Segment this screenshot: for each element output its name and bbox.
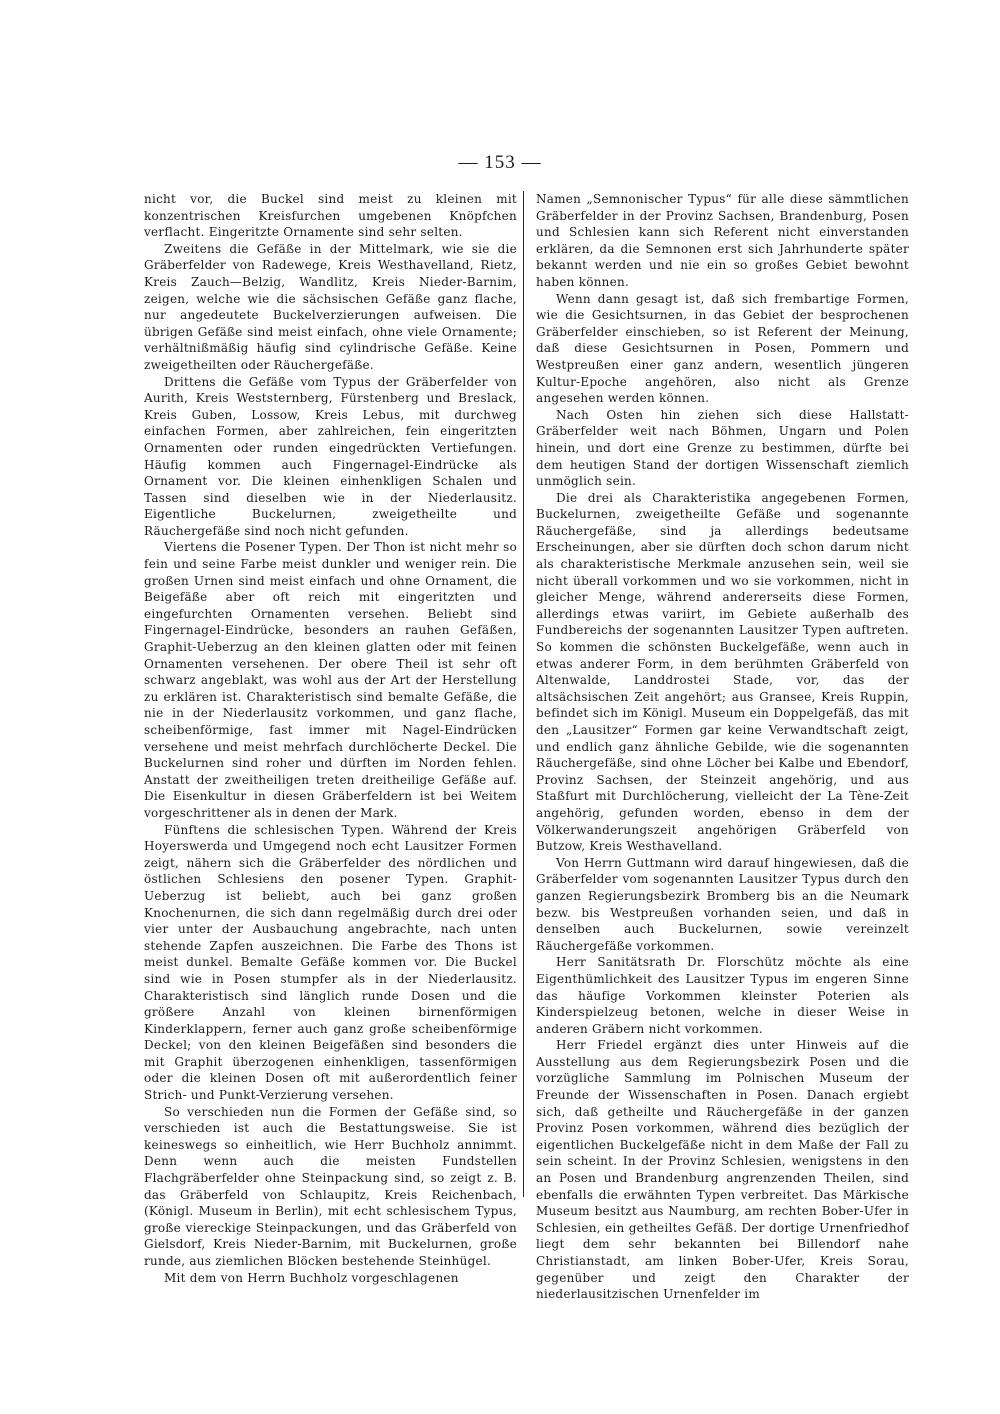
paragraph: nicht vor, die Buckel sind meist zu kleinen mit konzentrischen Kreisfurchen umgebenen Knöpfchen verflacht. Eingeritzte Ornamente sind sehr selten.	[144, 192, 517, 240]
paragraph: Drittens die Gefäße vom Typus der Gräberfelder von Aurith, Kreis Weststernberg, Fürstenberg und Breslack, Kreis Guben, Lossow, Kreis Lebus, mit durchweg einfachen Formen, aber zahlreichen, fein eingeritzten Ornamenten oder runden eingedrückten Vertiefungen. Häufig kommen auch Fingernagel-Eindrücke als Ornament vor. Die kleinen einhenkligen Schalen und Tassen sind dieselben wie in der Niederlausitz. Eigentliche Buckelurnen, zweigetheilte und Räuchergefäße sind noch nicht gefunden.	[144, 374, 517, 538]
paragraph: Herr Friedel ergänzt dies unter Hinweis auf die Ausstellung aus dem Regierungsbezirk Posen und die vorzügliche Sammlung im Polnischen Museum der Freunde der Wissenschaften in Posen. Danach ergiebt sich, daß getheilte und Räuchergefäße in der ganzen Provinz Posen vorkommen, während dies bezüglich der eigentlichen Buckelgefäße nicht in dem Maße der Fall zu sein scheint. In der Provinz Schlesien, wenigstens in den an Posen und Brandenburg angrenzenden Theilen, sind ebenfalls die erwähnten Typen verbreitet. Das Märkische Museum besitzt aus Naumburg, am rechten Bober-Ufer in Schlesien, ein getheiltes Gefäß. Der dortige Urnenfriedhof liegt dem sehr bekannten bei Billendorf nahe Christianstadt, am linken Bober-Ufer, Kreis Sorau, gegenüber und zeigt den Charakter der niederlausitzischen Urnenfelder im	[536, 1038, 909, 1302]
paragraph: Herr Sanitätsrath Dr. Florschütz möchte als eine Eigenthümlichkeit des Lausitzer Typus im engeren Sinne das häufige Vorkommen kleinster Poterien als Kinderspielzeug betonen, welche in dieser Weise in anderen Gräbern nicht vorkommen.	[536, 955, 909, 1036]
paragraph: Mit dem von Herrn Buchholz vorgeschlagenen	[164, 1270, 459, 1285]
paragraph: Von Herrn Guttmann wird darauf hingewiesen, daß die Gräberfelder vom sogenannten Lausitzer Typus durch den ganzen Regierungsbezirk Bromberg bis an die Neumark bezw. bis Westpreußen vorhanden seien, und daß in denselben auch Buckelurnen, sowie vereinzelt Räuchergefäße vorkommen.	[536, 855, 909, 953]
paragraph: Fünftens die schlesischen Typen. Während der Kreis Hoyerswerda und Umgegend noch echt Lausitzer Formen zeigt, nähern sich die Gräberfelder des nördlichen und östlichen Schlesiens den posener Typen. Graphit-Ueberzug ist beliebt, auch bei ganz großen Knochenurnen, die sich dann regelmäßig durch drei oder vier unter der Ausbauchung angebrachte, nach unten stehende Zapfen auszeichnen. Die Farbe des Thons ist meist dunkel. Bemalte Gefäße kommen vor. Die Buckel sind wie in Posen stumpfer als in der Niederlausitz. Charakteristisch sind länglich runde Dosen und die größere Anzahl von kleinen birnenförmigen Kinderklappern, ferner auch ganz große scheibenförmige Deckel; von den kleinen Beigefäßen sind besonders die mit Graphit überzogenen einhenkligen, tassenförmigen oder die kleinen Dosen oft mit außerordentlich feiner Strich- und Punkt-Verzierung versehen.	[144, 822, 517, 1103]
column-divider	[523, 191, 524, 1197]
right-column	[536, 191, 909, 1302]
paragraph: Zweitens die Gefäße in der Mittelmark, wie sie die Gräberfelder von Radewege, Kreis Westhavelland, Rietz, Kreis Zauch—Belzig, Wandlitz, Kreis Nieder-Barnim, zeigen, welche wie die sächsischen Gefäße ganz flache, nur angedeutete Buckelverzierungen aufweisen. Die übrigen Gefäße sind meist einfach, ohne viele Ornamente; verhältnißmäßig häufig sind cylindrische Gefäße. Keine zweigetheilten oder Räuchergefäße.	[144, 241, 517, 372]
paragraph: Viertens die Posener Typen. Der Thon ist nicht mehr so fein und seine Farbe meist dunkler und weniger rein. Die großen Urnen sind meist einfach und ohne Ornament, die Beigefäße aber oft reich mit eingeritzten und eingefurchten Ornamenten versehen. Beliebt sind Fingernagel-Eindrücke, besonders an rauhen Gefäßen, Graphit-Ueberzug an den kleinen glatten oder mit feinen Ornamenten versehenen. Der obere Theil ist sehr oft schwarz angeblakt, was wohl aus der Art der Herstellung zu erklären ist. Charakteristisch sind bemalte Gefäße, die nie in der Niederlausitz vorkommen, und ganz flache, scheibenförmige, fast immer mit Nagel-Eindrücken versehene und meist mehrfach durchlöcherte Deckel. Die Buckelurnen sind roher und dürften im Norden fehlen. Anstatt der zweitheiligen treten dreitheilige Gefäße auf. Die Eisenkultur in diesen Gräberfeldern ist bei Weitem vorgeschrittener als in denen der Mark.	[144, 540, 517, 820]
left-column	[144, 191, 517, 1285]
paragraph: Die drei als Charakteristika angegebenen Formen, Buckelurnen, zweigetheilte Gefäße und sogenannte Räuchergefäße, sind ja allerdings bedeutsame Erscheinungen, aber sie dürften doch schon darum nicht als charakteristische Merkmale anzusehen sein, weil sie nicht überall vorkommen und wo sie vorkommen, nicht in gleicher Menge, während andererseits diese Formen, allerdings etwas variirt, im Gebiete außerhalb des Fundbereichs der sogenannten Lausitzer Typen auftreten. So kommen die schönsten Buckelgefäße, wenn auch in etwas anderer Form, in dem berühmten Gräberfeld von Altenwalde, Landdrostei Stade, vor, das der altsächsischen Zeit angehört; aus Gransee, Kreis Ruppin, befindet sich im Königl. Museum ein Doppelgefäß, das mit den „Lausitzer“ Formen gar keine Verwandtschaft zeigt, und endlich ganz ähnliche Gebilde, wie die sogenannten Räuchergefäße, sind ohne Löcher bei Kalbe und Ebendorf, Provinz Sachsen, der Steinzeit angehörig, und aus Staßfurt mit Durchlöcherung, vielleicht der La Tène-Zeit angehörig, gefunden worden, ebenso in dem der Völkerwanderungszeit angehörigen Gräberfeld von Butzow, Kreis Westhavelland.	[536, 490, 909, 854]
paragraph: Nach Osten hin ziehen sich diese Hallstatt-Gräberfelder weit nach Böhmen, Ungarn und Polen hinein, und dort eine Grenze zu bestimmen, dürfte bei dem heutigen Stand der dortigen Wissenschaft ziemlich unmöglich sein.	[536, 407, 909, 489]
paragraph: Namen „Semnonischer Typus“ für alle diese sämmtlichen Gräberfelder in der Provinz Sachsen, Brandenburg, Posen und Schlesien kann sich Referent nicht einverstanden erklären, da die Semnonen erst sich Jahrhunderte später bekannt werden und nie ein so großes Gebiet bewohnt haben können.	[536, 192, 909, 289]
paragraph: So verschieden nun die Formen der Gefäße sind, so verschieden ist auch die Bestattungsweise. Sie ist keineswegs so einheitlich, wie Herr Buchholz annimmt. Denn wenn auch die meisten Fundstellen Flachgräberfelder ohne Steinpackung sind, so zeigt z. B. das Gräberfeld von Schlaupitz, Kreis Reichenbach, (Königl. Museum in Berlin), mit echt schlesischem Typus, große viereckige Steinpackungen, und das Gräberfeld von Gielsdorf, Kreis Nieder-Barnim, mit Buckelurnen, große runde, aus ziemlichen Blöcken bestehende Steinhügel.	[144, 1104, 517, 1268]
paragraph: Wenn dann gesagt ist, daß sich frembartige Formen, wie die Gesichtsurnen, in das Gebiet der besprochenen Gräberfelder einschieben, so ist Referent der Meinung, daß diese Gesichtsurnen in Posen, Pommern und Westpreußen einer ganz andern, wesentlich jüngeren Kultur-Epoche angehören, also nicht als Grenze angesehen werden können.	[536, 291, 909, 406]
page-number: — 153 —	[458, 152, 542, 173]
